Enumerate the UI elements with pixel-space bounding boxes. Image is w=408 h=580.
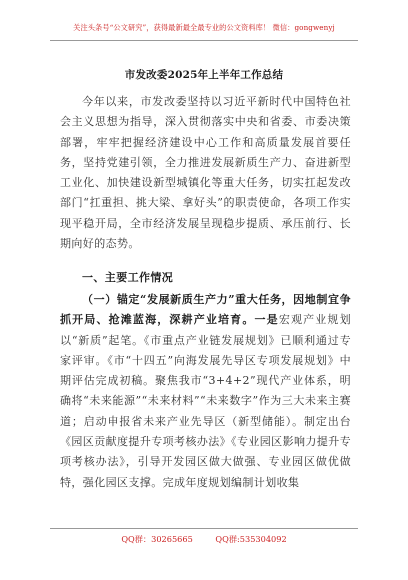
footer-contacts — [0, 534, 408, 545]
header-divider — [50, 40, 358, 41]
document-title: 市发改委2025年上半年工作总结 — [124, 69, 284, 81]
subsection-marker: 一是 — [254, 313, 279, 327]
qq-group-1: QQ群：30265665 — [121, 534, 193, 544]
subsection-paragraph — [60, 290, 351, 493]
footer-divider — [50, 528, 358, 529]
intro-paragraph: 今年以来，市发改委坚持以习近平新时代中国特色社会主义思想为指导，深入贯彻落实中央和省委、市委决策部署，牢牢把握经济建设中心工作和高质量发展首要任务，坚持党建引领，全力推进发展新质生产力、奋进新型工业化、加快建设新型城镇化等重大任务，切实扛起发改部门“扛重担、挑大梁、拿好头”的职责使命，各项工作实现平稳开局，全市经济发展呈现稳步提质、承压前行、长期向好的态势。 — [60, 95, 351, 251]
promo-banner: 关注头条号“公文研究”，获得最新最全最专业的公文资料库！ 微信：gongwenyj — [73, 23, 335, 32]
qq-group-2: QQ群:535304092 — [215, 534, 287, 544]
section-heading: 一、主要工作情况 — [82, 271, 174, 284]
subsection-body: 宏观产业规划以“新质”起笔。《市重点产业链发展规划》已顺利通过专家评审。《市“十四五”向海发展先导区专项发展规划》中期评估完成初稿。聚焦我市“3+4+2”现代产业体系，明确将“未来能源”“未来材料”“未来数字”作为三大未来主赛道；启动申报省未来产业先导区（新型储能）。制定出台《园区贡献度提升专项考核办法》《专业园区影响力提升专项考核办法》，引导开发园区做大做强、专业园区做优做特，强化园区支撑。完成年度规划编制计划收集 — [60, 313, 351, 489]
subsection-lead: （一）锚定“发展新质生产力”重大任务，因地制宜争抓开局、抢滩蓝海，深耕产业培育。 — [60, 293, 351, 327]
